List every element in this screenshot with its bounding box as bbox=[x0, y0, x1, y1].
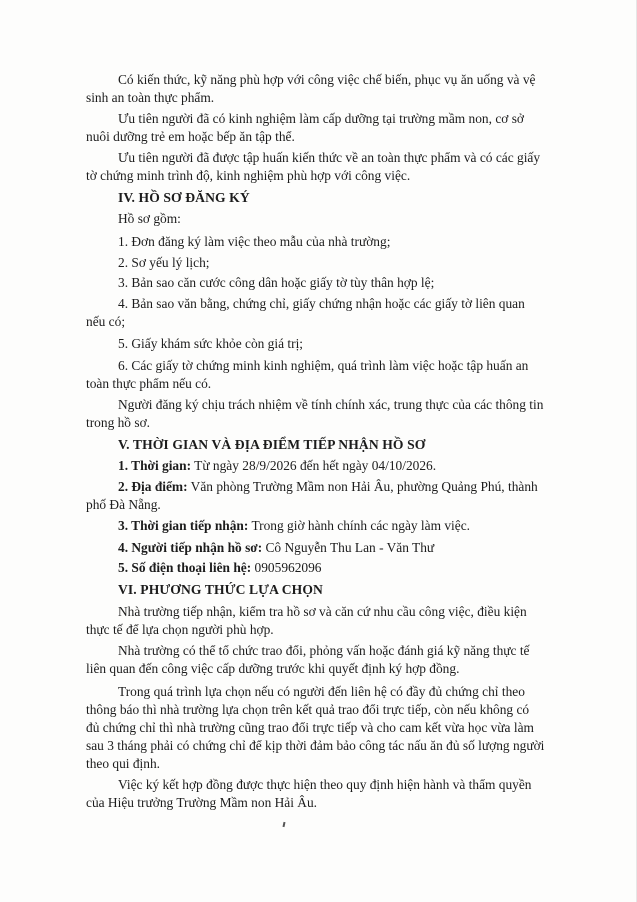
selection-p2-line1: Nhà trường có thể tổ chức trao đổi, phỏng vấn hoặc đánh giá kỹ năng thực tế bbox=[118, 643, 530, 658]
dossier-item-2: 2. Sơ yếu lý lịch; bbox=[118, 255, 210, 270]
reception-receiver bbox=[118, 539, 434, 557]
selection-p3-line2: thông báo thì nhà trường lựa chọn trên kết quả trao đổi trực tiếp, còn nếu không có bbox=[86, 702, 530, 717]
selection-p1-line1: Nhà trường tiếp nhận, kiểm tra hồ sơ và căn cứ nhu cầu công việc, điều kiện bbox=[118, 604, 527, 619]
requirement-knowledge-line2: sinh an toàn thực phẩm. bbox=[86, 90, 215, 105]
selection-p3-line3: đủ chứng chỉ thì nhà trường cũng trao đổi trực tiếp và cho cam kết vừa học vừa làm bbox=[86, 720, 534, 735]
priority-experience-line1: Ưu tiên người đã có kinh nghiệm làm cấp dưỡng tại trường mầm non, cơ sở bbox=[118, 111, 524, 126]
dossier-note-line2: trong hồ sơ. bbox=[86, 415, 150, 430]
dossier-item-1: 1. Đơn đăng ký làm việc theo mẫu của nhà trường; bbox=[118, 234, 391, 249]
selection-p3-line5: theo qui định. bbox=[86, 756, 161, 771]
reception-receiver-value: Cô Nguyễn Thu Lan - Văn Thư bbox=[262, 540, 435, 555]
section-vi-heading: VI. PHƯƠNG THỨC LỰA CHỌN bbox=[118, 582, 323, 597]
dossier-item-6-line2: toàn thực phẩm nếu có. bbox=[86, 376, 212, 391]
reception-hours-value: Trong giờ hành chính các ngày làm việc. bbox=[248, 518, 471, 533]
dossier-item-3: 3. Bản sao căn cước công dân hoặc giấy tờ tùy thân hợp lệ; bbox=[118, 275, 435, 290]
dossier-item-4-line2: nếu có; bbox=[86, 314, 126, 329]
reception-place-label: 2. Địa điểm: bbox=[118, 479, 188, 494]
dossier-item-4-line1: 4. Bản sao văn bằng, chứng chỉ, giấy chứng nhận hoặc các giấy tờ liên quan bbox=[118, 296, 525, 311]
selection-p3-line1: Trong quá trình lựa chọn nếu có người đến liên hệ có đầy đủ chứng chỉ theo bbox=[118, 684, 525, 699]
reception-place-line1 bbox=[118, 478, 538, 496]
reception-place-value: Văn phòng Trường Mầm non Hải Âu, phường Quảng Phú, thành bbox=[187, 479, 538, 494]
reception-phone bbox=[118, 559, 322, 577]
selection-p4-line2: của Hiệu trưởng Trường Mầm non Hải Âu. bbox=[86, 795, 318, 810]
dossier-note-line1: Người đăng ký chịu trách nhiệm về tính chính xác, trung thực của các thông tin bbox=[118, 397, 544, 412]
dossier-intro: Hồ sơ gồm: bbox=[118, 211, 181, 226]
priority-training-line2: tờ chứng minh trình độ, kinh nghiệm phù hợp với công việc. bbox=[86, 168, 411, 183]
priority-experience-line2: nuôi dưỡng trẻ em hoặc bếp ăn tập thể. bbox=[86, 129, 295, 144]
reception-time-label: 1. Thời gian: bbox=[118, 458, 192, 473]
section-iv-heading: IV. HỒ SƠ ĐĂNG KÝ bbox=[118, 190, 250, 205]
selection-p1-line2: thực tế để lựa chọn người phù hợp. bbox=[86, 622, 274, 637]
priority-training-line1: Ưu tiên người đã được tập huấn kiến thức về an toàn thực phẩm và có các giấy bbox=[118, 150, 541, 165]
selection-p3-line4: sau 3 tháng phải có chứng chỉ để kịp thời đảm bảo công tác nấu ăn đủ số lượng người bbox=[86, 738, 545, 753]
reception-phone-label: 5. Số điện thoại liên hệ: bbox=[118, 560, 252, 575]
section-v-heading: V. THỜI GIAN VÀ ĐỊA ĐIỂM TIẾP NHẬN HỒ SƠ bbox=[118, 437, 426, 452]
reception-place-line2: phố Đà Nẵng. bbox=[86, 497, 161, 512]
selection-p4-line1: Việc ký kết hợp đồng được thực hiện theo quy định hiện hành và thẩm quyền bbox=[118, 777, 532, 792]
reception-phone-value: 0905962096 bbox=[251, 560, 322, 575]
reception-time-value: Từ ngày 28/9/2026 đến hết ngày 04/10/2026. bbox=[191, 458, 437, 473]
dossier-item-5: 5. Giấy khám sức khỏe còn giá trị; bbox=[118, 336, 304, 351]
reception-hours-label: 3. Thời gian tiếp nhận: bbox=[118, 518, 249, 533]
dossier-item-6-line1: 6. Các giấy tờ chứng minh kinh nghiệm, quá trình làm việc hoặc tập huấn an bbox=[118, 358, 529, 373]
reception-receiver-label: 4. Người tiếp nhận hồ sơ: bbox=[118, 540, 263, 555]
reception-time bbox=[118, 457, 436, 475]
scan-mark bbox=[283, 822, 286, 827]
selection-p2-line2: liên quan đến công việc cấp dưỡng trước khi quyết định ký hợp đồng. bbox=[86, 661, 460, 676]
requirement-knowledge-line1: Có kiến thức, kỹ năng phù hợp với công việc chế biến, phục vụ ăn uống và vệ bbox=[118, 72, 536, 87]
reception-hours bbox=[118, 517, 470, 535]
